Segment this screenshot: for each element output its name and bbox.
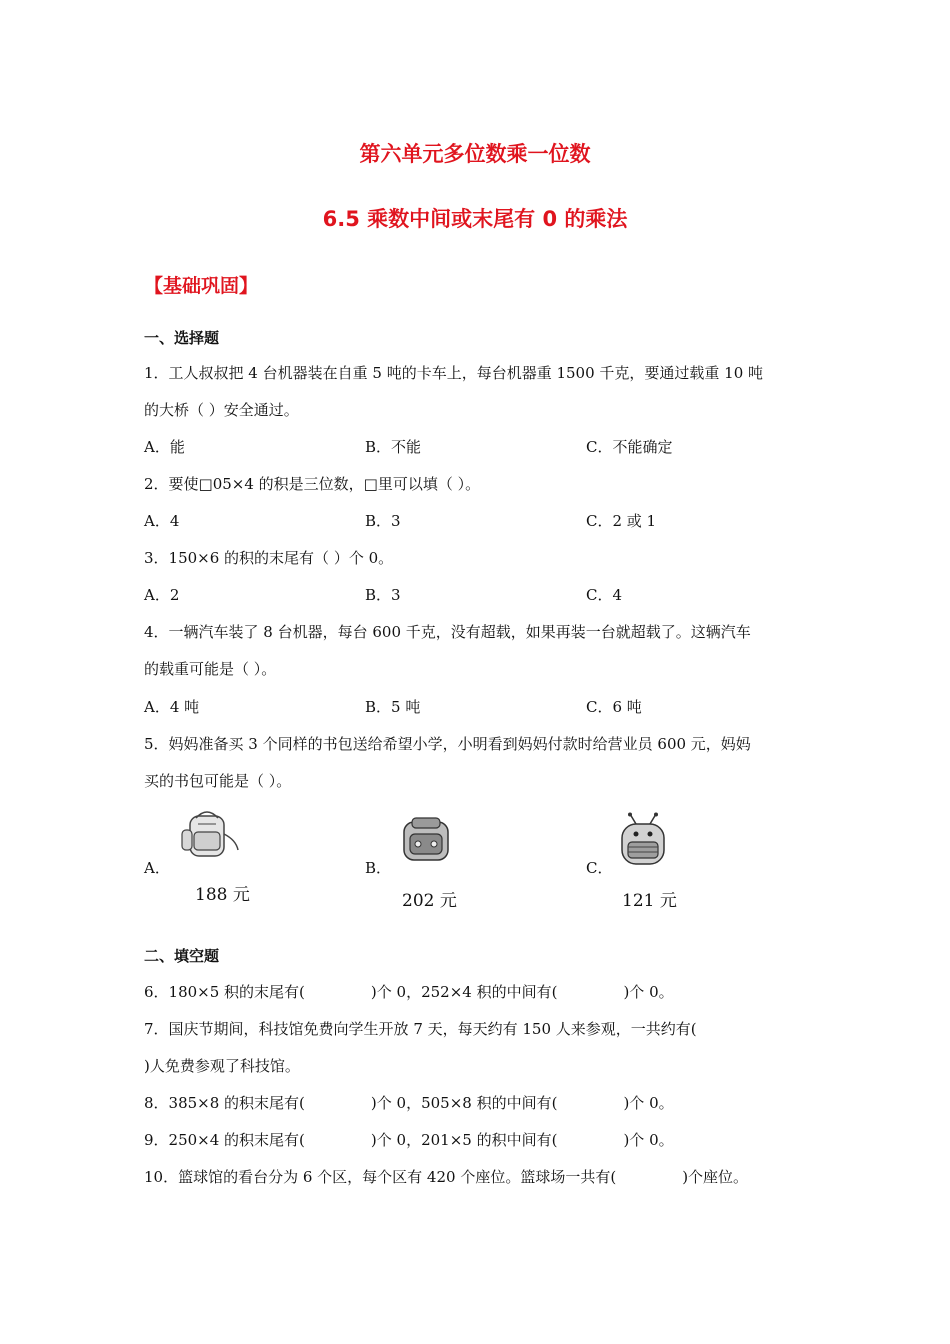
q10-text-1: 10．篮球馆的看台分为 6 个区，每个区有 420 个座位。篮球场一共有( — [144, 1168, 617, 1186]
q2-option-c: C．2 或 1 — [586, 512, 657, 530]
q5-option-c: C． — [586, 859, 613, 877]
section-choice-heading: 一、选择题 — [144, 329, 220, 347]
q4-option-b: B．5 吨 — [365, 698, 421, 716]
q3-option-b: B．3 — [365, 586, 401, 604]
question-5-line-2: 买的书包可能是（ ）。 — [144, 772, 292, 790]
q5-price-a: 188 元 — [195, 885, 250, 905]
unit-title: 第六单元多位数乘一位数 — [359, 142, 591, 166]
question-9 — [144, 1130, 674, 1150]
q3-option-a: A．2 — [144, 586, 180, 604]
section-fill-heading: 二、填空题 — [144, 947, 220, 965]
q1-option-b: B．不能 — [365, 438, 422, 456]
q9-text-1: 9．250×4 的积末尾有( — [144, 1131, 305, 1149]
question-1-line-1: 1．工人叔叔把 4 台机器装在自重 5 吨的卡车上，每台机器重 1500 千克，要通过载重 10 吨 — [144, 364, 764, 382]
q1-option-a: A．能 — [144, 438, 185, 456]
q9-text-3: )个 0。 — [623, 1131, 674, 1149]
question-7-line-2: )人免费参观了科技馆。 — [144, 1057, 300, 1075]
q5-price-c: 121 元 — [622, 891, 677, 911]
q5-option-b: B． — [365, 859, 392, 877]
q8-text-3: )个 0。 — [623, 1094, 674, 1112]
q4-option-a: A．4 吨 — [144, 698, 200, 716]
question-1-line-2: 的大桥（ ）安全通过。 — [144, 401, 299, 419]
question-4-line-2: 的载重可能是（ ）。 — [144, 660, 277, 678]
q8-text-2: )个 0，505×8 积的中间有( — [370, 1094, 558, 1112]
backpack-c-icon — [614, 812, 672, 868]
q2-option-a: A．4 — [144, 512, 180, 530]
q4-option-c: C．6 吨 — [586, 698, 642, 716]
question-5-line-1: 5．妈妈准备买 3 个同样的书包送给希望小学，小明看到妈妈付款时给营业员 600 元，妈妈 — [144, 735, 751, 753]
lesson-title: 6.5 乘数中间或末尾有 0 的乘法 — [322, 207, 628, 231]
q1-option-c: C．不能确定 — [586, 438, 673, 456]
question-7-line-1: 7．国庆节期间，科技馆免费向学生开放 7 天，每天约有 150 人来参观，一共约有( — [144, 1020, 697, 1038]
q9-text-2: )个 0，201×5 的积中间有( — [370, 1131, 558, 1149]
q8-text-1: 8．385×8 的积末尾有( — [144, 1094, 305, 1112]
question-6 — [144, 982, 674, 1002]
backpack-a-icon — [176, 806, 242, 860]
q6-text-2: )个 0，252×4 积的中间有( — [370, 983, 558, 1001]
basic-section-label: 【基础巩固】 — [144, 275, 259, 297]
q6-text-3: )个 0。 — [623, 983, 674, 1001]
backpack-b-icon — [396, 812, 456, 864]
question-4-line-1: 4．一辆汽车装了 8 台机器，每台 600 千克，没有超载，如果再装一台就超载了。这辆汽车 — [144, 623, 751, 641]
q6-text-1: 6．180×5 积的末尾有( — [144, 983, 305, 1001]
question-2: 2．要使□05×4 的积是三位数，□里可以填（ ）。 — [144, 475, 481, 493]
question-10 — [144, 1167, 748, 1187]
question-8 — [144, 1093, 674, 1113]
q5-option-a: A． — [144, 859, 170, 877]
q10-text-2: )个座位。 — [682, 1168, 749, 1186]
q5-price-b: 202 元 — [402, 891, 457, 911]
question-3: 3．150×6 的积的末尾有（ ）个 0。 — [144, 549, 394, 567]
q3-option-c: C．4 — [586, 586, 623, 604]
q2-option-b: B．3 — [365, 512, 401, 530]
